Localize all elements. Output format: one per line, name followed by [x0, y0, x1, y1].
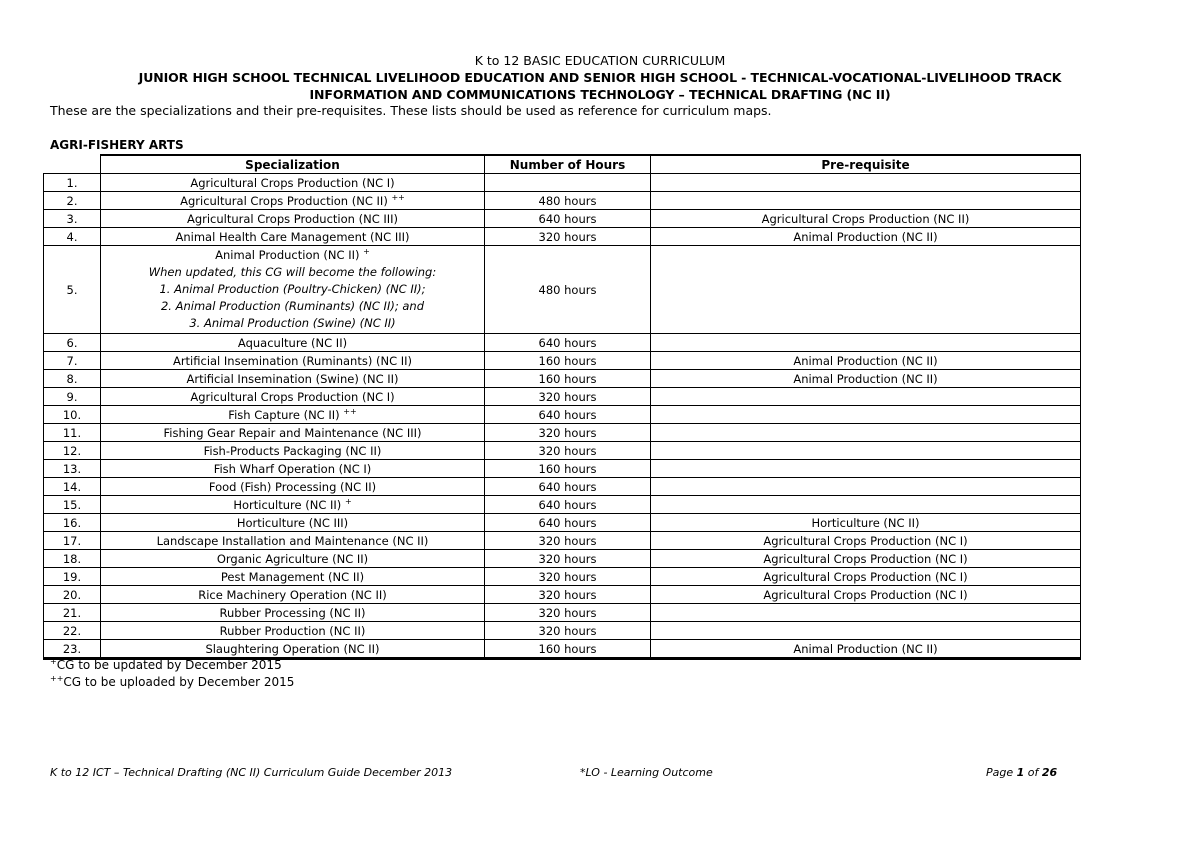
row-prerequisite [651, 388, 1081, 406]
row-specialization: Aquaculture (NC II) [101, 334, 485, 352]
footer-lo-note: *LO - Learning Outcome [580, 766, 713, 779]
footnote-updated: +CG to be updated by December 2015 [50, 657, 282, 672]
table-row [44, 568, 1081, 586]
row-hours: 320 hours [485, 586, 651, 604]
table-row [44, 514, 1081, 532]
row-prerequisite [651, 496, 1081, 514]
row-number: 5. [44, 246, 101, 334]
table-row [44, 228, 1081, 246]
col-header-hours: Number of Hours [485, 155, 651, 174]
row-hours: 640 hours [485, 334, 651, 352]
row-prerequisite [651, 442, 1081, 460]
row-hours: 320 hours [485, 532, 651, 550]
table-row [44, 442, 1081, 460]
row-prerequisite [651, 604, 1081, 622]
row-prerequisite: Agricultural Crops Production (NC I) [651, 550, 1081, 568]
table-row [44, 388, 1081, 406]
row-prerequisite [651, 192, 1081, 210]
row-specialization: Landscape Installation and Maintenance (NC II) [101, 532, 485, 550]
row-specialization: Fish Wharf Operation (NC I) [101, 460, 485, 478]
row-hours [485, 174, 651, 192]
footer-guide-title: K to 12 ICT – Technical Drafting (NC II) Curriculum Guide December 2013 [50, 766, 453, 779]
row-specialization: Fish Capture (NC II) ++ [101, 406, 485, 424]
row-hours: 320 hours [485, 622, 651, 640]
row-number: 6. [44, 334, 101, 352]
row-specialization: Agricultural Crops Production (NC I) [101, 174, 485, 192]
row-number: 16. [44, 514, 101, 532]
row-prerequisite [651, 246, 1081, 334]
row-hours: 320 hours [485, 604, 651, 622]
row-number: 12. [44, 442, 101, 460]
row-hours: 320 hours [485, 228, 651, 246]
row-prerequisite [651, 334, 1081, 352]
table-row [44, 246, 1081, 334]
row-number: 13. [44, 460, 101, 478]
row-hours: 320 hours [485, 442, 651, 460]
row-number: 18. [44, 550, 101, 568]
row-number: 14. [44, 478, 101, 496]
table-row [44, 352, 1081, 370]
row-specialization: Fishing Gear Repair and Maintenance (NC III) [101, 424, 485, 442]
row-prerequisite: Animal Production (NC II) [651, 370, 1081, 388]
table-row [44, 174, 1081, 192]
row-number: 23. [44, 640, 101, 659]
row-hours: 160 hours [485, 370, 651, 388]
row-number: 10. [44, 406, 101, 424]
row-number: 22. [44, 622, 101, 640]
row-prerequisite [651, 622, 1081, 640]
table-row [44, 406, 1081, 424]
table-header-row [44, 155, 1081, 174]
row-specialization: Agricultural Crops Production (NC II) ++ [101, 192, 485, 210]
row-prerequisite: Animal Production (NC II) [651, 228, 1081, 246]
table-row [44, 478, 1081, 496]
row-number: 3. [44, 210, 101, 228]
row-specialization: Food (Fish) Processing (NC II) [101, 478, 485, 496]
update-sublist-item: 1. Animal Production (Poultry-Chicken) (NC II); [159, 282, 426, 296]
row-number: 19. [44, 568, 101, 586]
row-hours: 640 hours [485, 496, 651, 514]
row-number: 15. [44, 496, 101, 514]
row-hours: 160 hours [485, 460, 651, 478]
row-specialization: Organic Agriculture (NC II) [101, 550, 485, 568]
row-hours: 480 hours [485, 192, 651, 210]
specialization-table [43, 154, 1081, 660]
row-hours: 320 hours [485, 550, 651, 568]
col-header-number [44, 155, 101, 174]
update-note: When updated, this CG will become the following: [148, 265, 437, 279]
row-specialization: Fish-Products Packaging (NC II) [101, 442, 485, 460]
subject-title: INFORMATION AND COMMUNICATIONS TECHNOLOGY – TECHNICAL DRAFTING (NC II) [309, 87, 891, 102]
row-hours: 320 hours [485, 568, 651, 586]
table-row [44, 424, 1081, 442]
row-hours: 160 hours [485, 352, 651, 370]
col-header-prerequisite: Pre-requisite [651, 155, 1081, 174]
row-specialization: Agricultural Crops Production (NC III) [101, 210, 485, 228]
row-prerequisite: Animal Production (NC II) [651, 352, 1081, 370]
row-prerequisite: Animal Production (NC II) [651, 640, 1081, 659]
row-hours: 320 hours [485, 388, 651, 406]
table-row [44, 460, 1081, 478]
update-sublist-item: 3. Animal Production (Swine) (NC II) [189, 316, 396, 330]
table-row [44, 192, 1081, 210]
row-specialization: Artificial Insemination (Swine) (NC II) [101, 370, 485, 388]
update-sublist-item: 2. Animal Production (Ruminants) (NC II); and [160, 299, 424, 313]
row-specialization: Artificial Insemination (Ruminants) (NC II) [101, 352, 485, 370]
row-specialization: Agricultural Crops Production (NC I) [101, 388, 485, 406]
row-prerequisite: Agricultural Crops Production (NC II) [651, 210, 1081, 228]
row-number: 8. [44, 370, 101, 388]
track-title: JUNIOR HIGH SCHOOL TECHNICAL LIVELIHOOD EDUCATION AND SENIOR HIGH SCHOOL - TECHNICAL-VOCATIONAL-LIVELIHOOD TRACK [138, 70, 1062, 85]
revision-mark: ++ [343, 406, 357, 416]
row-number: 20. [44, 586, 101, 604]
table-row [44, 586, 1081, 604]
table-row [44, 622, 1081, 640]
table-row [44, 370, 1081, 388]
row-specialization: Rubber Production (NC II) [101, 622, 485, 640]
row-specialization: Horticulture (NC II) + [101, 496, 485, 514]
table-row [44, 532, 1081, 550]
table-row [44, 640, 1081, 659]
document-header [0, 52, 1200, 103]
row-prerequisite: Agricultural Crops Production (NC I) [651, 568, 1081, 586]
row-number: 4. [44, 228, 101, 246]
footer-page-number: Page 1 of 26 [986, 766, 1058, 779]
row-hours: 640 hours [485, 406, 651, 424]
row-prerequisite: Horticulture (NC II) [651, 514, 1081, 532]
row-hours: 320 hours [485, 424, 651, 442]
table-row [44, 496, 1081, 514]
table-row [44, 210, 1081, 228]
row-number: 9. [44, 388, 101, 406]
row-number: 21. [44, 604, 101, 622]
row-number: 1. [44, 174, 101, 192]
row-hours: 160 hours [485, 640, 651, 659]
footnotes [50, 657, 294, 691]
row-prerequisite [651, 406, 1081, 424]
table-row [44, 550, 1081, 568]
table-body [44, 174, 1081, 659]
row-specialization: Horticulture (NC III) [101, 514, 485, 532]
row-specialization: Animal Production (NC II) + When updated, this CG will become the following: 1. Animal Production (Poultry-Chicken) (NC II); 2. Animal Production (Ruminants) (NC II); and 3. Animal Production (Swine) (NC II) [101, 246, 485, 334]
row-number: 7. [44, 352, 101, 370]
table-row [44, 604, 1081, 622]
row-prerequisite [651, 174, 1081, 192]
row-hours: 640 hours [485, 210, 651, 228]
revision-mark: + [344, 496, 352, 506]
footnote-uploaded: ++CG to be uploaded by December 2015 [50, 674, 295, 689]
row-prerequisite: Agricultural Crops Production (NC I) [651, 586, 1081, 604]
row-specialization: Pest Management (NC II) [101, 568, 485, 586]
row-hours: 480 hours [485, 246, 651, 334]
row-prerequisite: Agricultural Crops Production (NC I) [651, 532, 1081, 550]
row-specialization: Animal Health Care Management (NC III) [101, 228, 485, 246]
row-prerequisite [651, 424, 1081, 442]
row-prerequisite [651, 460, 1081, 478]
revision-mark: + [363, 247, 370, 257]
row-hours: 640 hours [485, 478, 651, 496]
row-specialization: Rice Machinery Operation (NC II) [101, 586, 485, 604]
row-specialization: Slaughtering Operation (NC II) [101, 640, 485, 659]
curriculum-title: K to 12 BASIC EDUCATION CURRICULUM [474, 53, 726, 68]
revision-mark: ++ [391, 192, 405, 202]
row-prerequisite [651, 478, 1081, 496]
row-specialization: Rubber Processing (NC II) [101, 604, 485, 622]
col-header-specialization: Specialization [101, 155, 485, 174]
row-number: 2. [44, 192, 101, 210]
intro-text: These are the specializations and their pre-requisites. These lists should be used as reference for curriculum maps. [50, 103, 772, 118]
table-row [44, 334, 1081, 352]
row-number: 17. [44, 532, 101, 550]
row-number: 11. [44, 424, 101, 442]
section-title: AGRI-FISHERY ARTS [50, 138, 184, 152]
row-hours: 640 hours [485, 514, 651, 532]
